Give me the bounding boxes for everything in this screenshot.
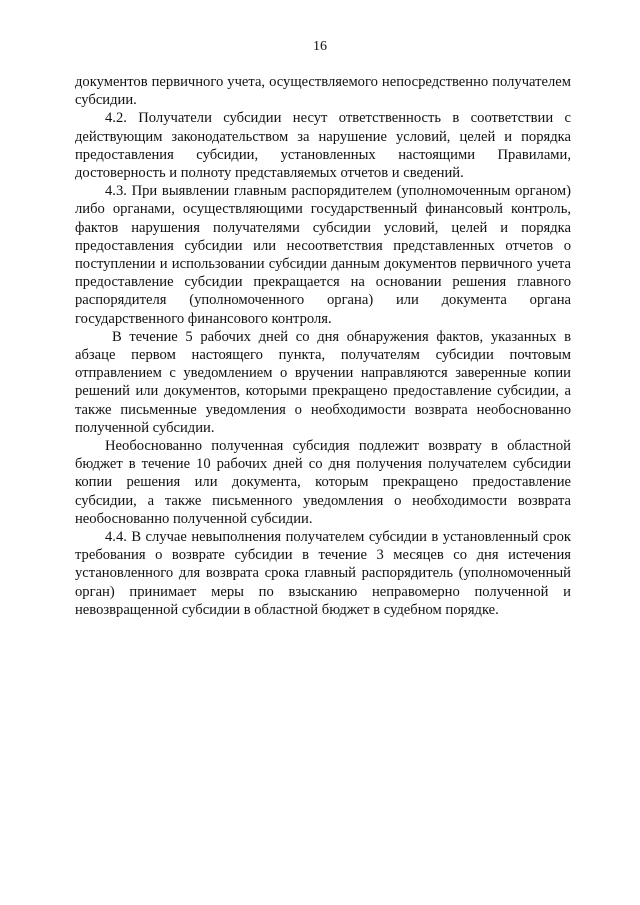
paragraph-continuation: документов первичного учета, осуществляемого непосредственно получателем субсидии. <box>75 74 571 109</box>
paragraph-4-4: 4.4. В случае невыполнения получателем субсидии в установленный срок требования о возврате субсидии в течение 3 месяцев со дня истечения установленного для возврата срока главный распорядитель (уполномоченный орган) принимает меры по взысканию неправомерно полученной и невозвращенной субсидии в областной бюджет в судебном порядке. <box>75 529 571 618</box>
paragraph-4-2: 4.2. Получатели субсидии несут ответственность в соответствии с действующим законодательством за нарушение условий, целей и порядка предоставления субсидии, установленных настоящими Правилами, достоверность и полноту представляемых отчетов и сведений. <box>75 110 571 182</box>
page-number: 16 <box>313 39 327 54</box>
paragraph-4-3-notification: В течение 5 рабочих дней со дня обнаружения фактов, указанных в абзаце первом настоящего пункта, получателям субсидии почтовым отправлением с уведомлением о вручении направляются заверенные копии решений или документов, которыми прекращено предоставление субсидии, а также письменные уведомления о необходимости возврата необоснованно полученной субсидии. <box>75 328 571 436</box>
document-body <box>75 73 571 619</box>
paragraph-4-3-refund: Необоснованно полученная субсидия подлежит возврату в областной бюджет в течение 10 рабочих дней со дня получения получателем субсидии копии решения или документа, которым прекращено предоставление субсидии, а также письменного уведомления о необходимости возврата необоснованно полученной субсидии. <box>75 438 571 527</box>
paragraph-4-3: 4.3. При выявлении главным распорядителем (уполномоченным органом) либо органами, осуществляющими государственный финансовый контроль, фактов нарушения получателями субсидии условий, целей и порядка предоставления субсидии или несоответствия представленных отчетов о поступлении и использовании субсидии данным документов первичного учета предоставление субсидии прекращается на основании решения главного распорядителя (уполномоченного органа) или документа органа государственного финансового контроля. <box>75 183 571 327</box>
